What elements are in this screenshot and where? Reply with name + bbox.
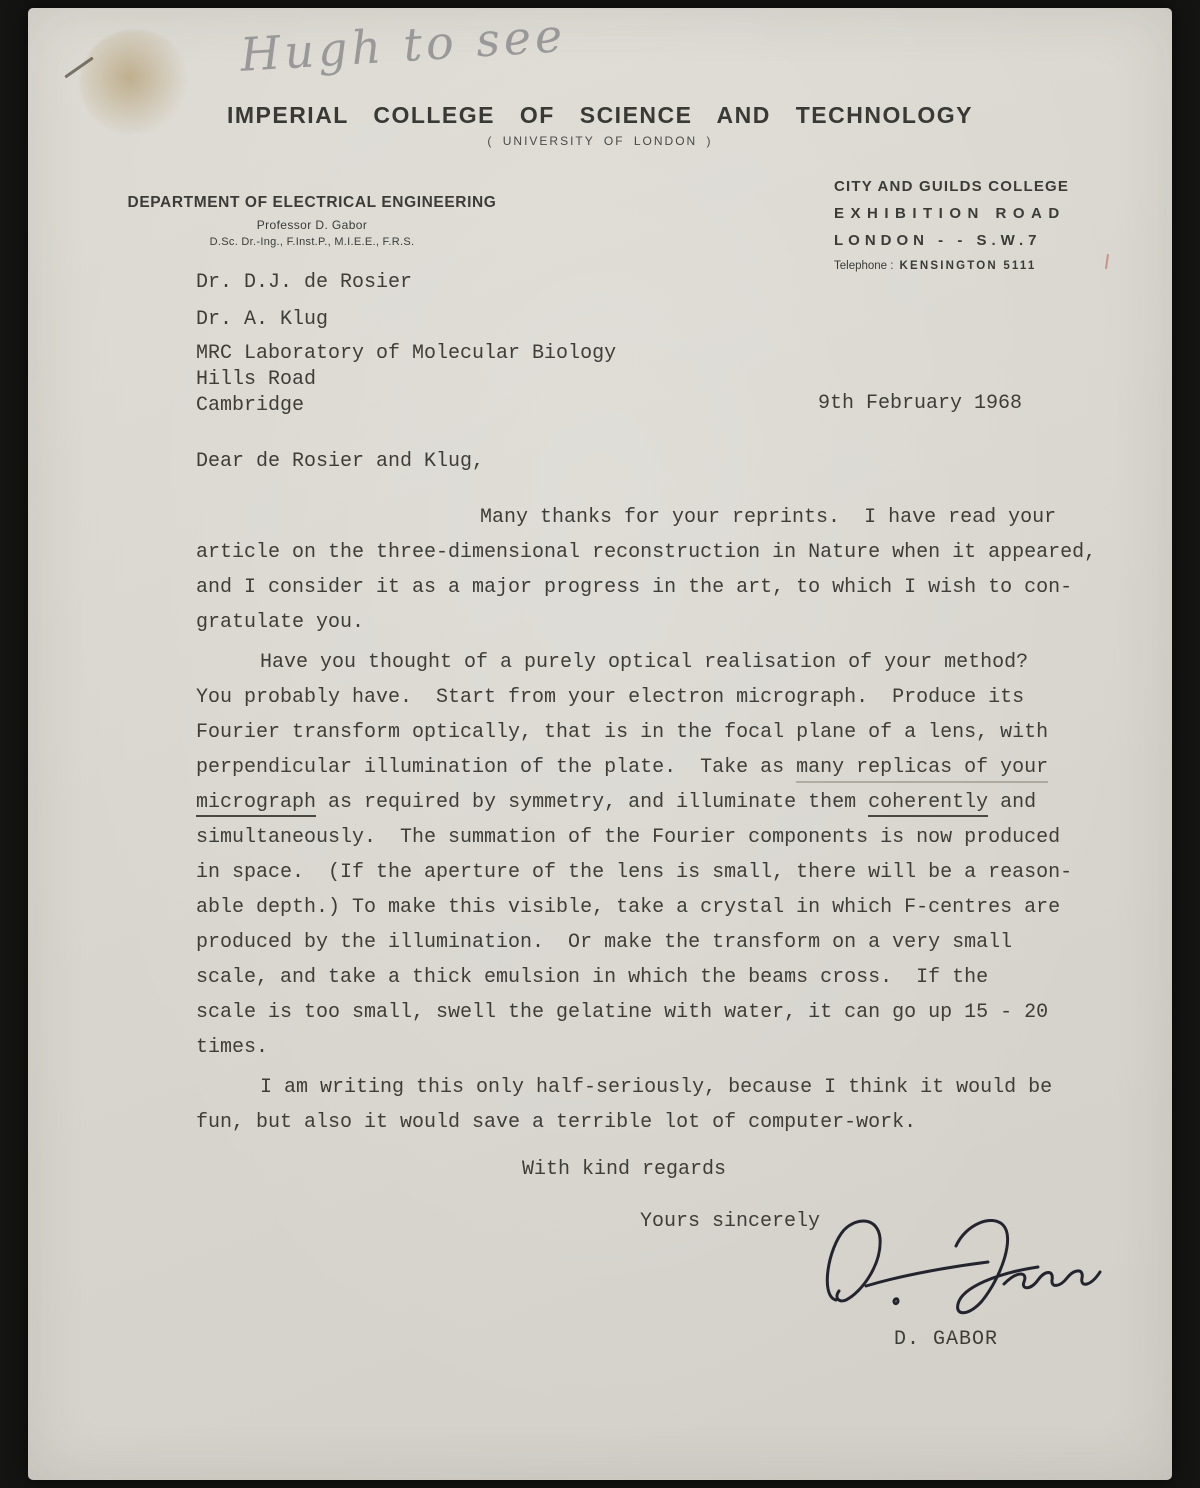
- text-segment: and: [988, 791, 1037, 814]
- letter-line: [196, 785, 1132, 820]
- text-segment: times.: [196, 1036, 269, 1059]
- signature-image: [806, 1208, 1106, 1331]
- stray-pen-mark: [1105, 254, 1109, 269]
- closing-sincerely: Yours sincerely: [640, 1210, 821, 1233]
- salutation: Dear de Rosier and Klug,: [196, 450, 485, 473]
- text-segment: produced by the illumination. Or make the transform on a very small: [196, 931, 1013, 954]
- letter-line: [196, 1105, 1132, 1140]
- text-segment: scale is too small, swell the gelatine with water, it can go up 15 - 20: [196, 1001, 1049, 1024]
- text-segment: You probably have. Start from your electron micrograph. Produce its: [196, 686, 1025, 709]
- text-segment: and I consider it as a major progress in the art, to which I wish to con-: [196, 576, 1073, 599]
- text-segment: Fourier transform optically, that is in the focal plane of a lens, with: [196, 721, 1049, 744]
- text-segment: gratulate you.: [196, 611, 365, 634]
- college-address-block: [834, 178, 1086, 272]
- signature-svg: [806, 1208, 1106, 1326]
- recipient-line: Cambridge: [196, 394, 305, 417]
- letter-line: [196, 855, 1132, 890]
- recipient-address: [196, 270, 616, 419]
- recipient-line: MRC Laboratory of Molecular Biology: [196, 342, 617, 365]
- college-street: EXHIBITION ROAD: [834, 205, 1066, 222]
- department-block: [112, 194, 512, 248]
- text-segment: Have you thought of a purely optical realisation of your method?: [260, 651, 1029, 674]
- text-segment: as required by symmetry, and illuminate them: [316, 791, 869, 814]
- text-segment: fun, but also it would save a terrible lot of computer-work.: [196, 1111, 917, 1134]
- underlined-phrase: micrograph: [196, 791, 316, 817]
- letter-body: [196, 500, 1132, 1140]
- letter-line: [196, 535, 1132, 570]
- letter-line: [196, 995, 1132, 1030]
- letterhead-title: IMPERIAL COLLEGE OF SCIENCE AND TECHNOLOGY: [226, 102, 974, 128]
- recipient-line: Dr. A. Klug: [196, 308, 329, 331]
- letter-line: [196, 605, 1132, 640]
- letter-line: [196, 645, 1132, 680]
- text-segment: scale, and take a thick emulsion in which the beams cross. If the: [196, 966, 989, 989]
- letter-line: [196, 680, 1132, 715]
- closing-regards: With kind regards: [522, 1158, 727, 1181]
- underlined-phrase: coherently: [868, 791, 988, 817]
- handwritten-note: Hugh to see: [238, 8, 568, 82]
- telephone-number: KENSINGTON 5111: [899, 260, 1037, 272]
- text-segment: in space. (If the aperture of the lens is small, there will be a reason-: [196, 861, 1073, 884]
- letter-line: [196, 1070, 1132, 1105]
- letter-line: [196, 890, 1132, 925]
- underlined-phrase: many replicas of your: [796, 756, 1048, 783]
- text-segment: Many thanks for your reprints. I have read your: [480, 506, 1057, 529]
- letterhead-subtitle: ( UNIVERSITY OF LONDON ): [487, 134, 713, 148]
- text-segment: article on the three-dimensional reconstruction in Nature when it appeared,: [196, 541, 1097, 564]
- letter-line: [196, 820, 1132, 855]
- letter-line: [196, 500, 1132, 535]
- college-city: LONDON - - S.W.7: [834, 232, 1042, 249]
- letter-page: [28, 8, 1172, 1480]
- text-segment: I am writing this only half-seriously, because I think it would be: [260, 1076, 1053, 1099]
- letter-line: [196, 570, 1132, 605]
- professor-credentials: D.Sc. Dr.-Ing., F.Inst.P., M.I.E.E., F.R.S.: [209, 236, 415, 248]
- text-segment: able depth.) To make this visible, take a crystal in which F-centres are: [196, 896, 1061, 919]
- text-segment: simultaneously. The summation of the Fourier components is now produced: [196, 826, 1061, 849]
- letter-line: [196, 750, 1132, 785]
- professor-name: Professor D. Gabor: [256, 218, 368, 232]
- letter-line: [196, 715, 1132, 750]
- college-name: CITY AND GUILDS COLLEGE: [834, 178, 1070, 195]
- letter-date: 9th February 1968: [818, 392, 1023, 415]
- department-name: DEPARTMENT OF ELECTRICAL ENGINEERING: [127, 194, 497, 211]
- letter-line: [196, 925, 1132, 960]
- typed-signature-name: D. GABOR: [894, 1328, 999, 1351]
- letter-line: [196, 1030, 1132, 1065]
- telephone-label: Telephone :: [834, 260, 894, 272]
- telephone-line: [834, 260, 1086, 272]
- letter-line: [196, 960, 1132, 995]
- recipient-line: Dr. D.J. de Rosier: [196, 271, 413, 294]
- text-segment: perpendicular illumination of the plate. Take as: [196, 756, 797, 779]
- recipient-line: Hills Road: [196, 368, 317, 391]
